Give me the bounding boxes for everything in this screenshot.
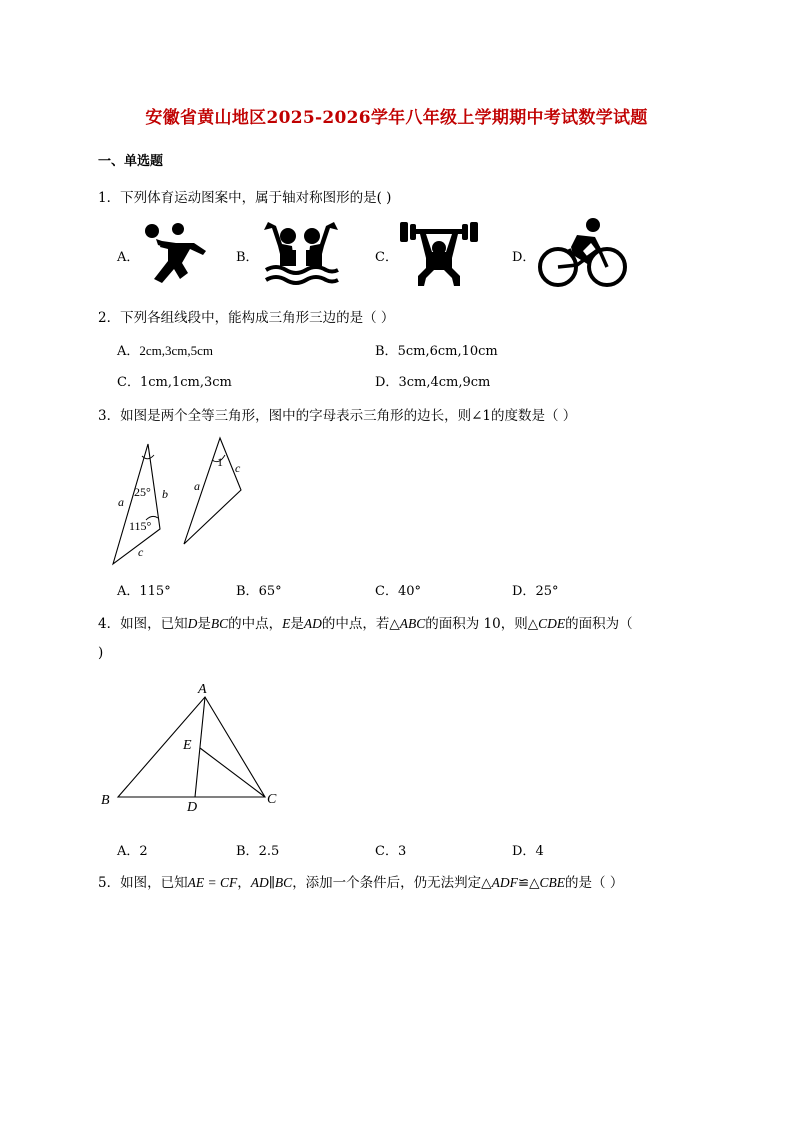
- q5-text-3: ，添加一个条件后，仍无法判定△: [292, 875, 492, 891]
- question-2-stem: 2．下列各组线段中，能构成三角形三边的是（ ）: [98, 310, 395, 326]
- q2-option-c: [117, 371, 232, 390]
- q1-option-d-label: D．: [512, 250, 536, 265]
- q3-option-c-label: C．: [375, 584, 398, 599]
- q2-option-d-text: 3cm,4cm,9cm: [398, 375, 491, 390]
- q3-side-a-right: a: [194, 479, 200, 493]
- q3-option-b-text: 65°: [258, 584, 282, 599]
- q5-text-4: 的是（ ）: [565, 875, 624, 891]
- q4-median-ad: [195, 697, 205, 797]
- q2-option-c-label: C．: [117, 375, 140, 390]
- q4-label-c: C: [267, 792, 277, 807]
- q4-text-5: 的中点，若△: [321, 616, 400, 632]
- weightlifter-icon: [398, 216, 480, 288]
- q5-congruent-symbol: ≌△: [517, 875, 540, 891]
- q3-option-a-text: 115°: [139, 584, 171, 599]
- q3-side-a-left: a: [118, 495, 124, 509]
- q5-condition-ad-parallel-bc: AD∥BC: [250, 875, 293, 890]
- q3-angle-25: 25°: [134, 485, 151, 499]
- question-5-stem: [98, 871, 623, 891]
- q3-option-a-label: A．: [117, 584, 140, 599]
- q2-option-b: [375, 340, 498, 359]
- q4-triangle-figure: [98, 676, 288, 816]
- q3-option-c-text: 40°: [397, 584, 421, 599]
- q3-right-triangle: [184, 438, 241, 544]
- section-heading: 一、单选题: [98, 154, 164, 169]
- q4-label-b: B: [101, 793, 110, 808]
- q4-label-d: D: [187, 800, 198, 815]
- q4-label-e: E: [183, 738, 192, 753]
- q3-option-b: [236, 580, 282, 599]
- q3-side-b: b: [162, 487, 168, 501]
- q5-text-1: 5．如图，已知: [98, 875, 188, 891]
- q4-point-e: E: [282, 616, 291, 631]
- q4-text-7: 的面积为（: [565, 616, 633, 632]
- question-4-stem-line2: ): [98, 645, 104, 661]
- q4-option-d: [512, 840, 544, 859]
- q4-option-d-text: 4: [535, 844, 544, 859]
- q2-option-d-label: D．: [375, 375, 399, 390]
- q2-option-d: [375, 371, 490, 390]
- q4-label-a: A: [198, 682, 207, 697]
- q4-point-d: D: [187, 616, 198, 631]
- q1-option-b-label: B．: [236, 250, 259, 265]
- q4-text-2: 是: [197, 616, 211, 632]
- synchronized-swimmers-icon: [260, 216, 342, 288]
- q2-option-c-text: 1cm,1cm,3cm: [139, 375, 232, 390]
- q4-option-b-text: 2.5: [258, 844, 280, 859]
- q5-condition-ae-cf: AE = CF: [187, 875, 238, 890]
- q4-option-a: [117, 840, 148, 859]
- q4-option-c: [375, 840, 406, 859]
- q4-text-4: 是: [290, 616, 304, 632]
- q2-option-a: [117, 340, 213, 359]
- q2-option-a-text: 2cm,3cm,5cm: [139, 343, 214, 358]
- q3-side-c-left: c: [138, 545, 144, 559]
- question-1-stem: 1．下列体育运动图案中，属于轴对称图形的是( ): [98, 190, 392, 206]
- q4-segment-ec: [200, 748, 265, 797]
- q2-option-a-label: A．: [117, 344, 140, 359]
- q4-text-3: 的中点，: [228, 616, 283, 632]
- q3-angle-115: 115°: [129, 519, 152, 533]
- q1-option-a-label: A．: [117, 250, 140, 265]
- q4-option-c-text: 3: [397, 844, 407, 859]
- q1-option-c-label: C．: [375, 250, 398, 265]
- q4-segment-ad: AD: [303, 616, 322, 631]
- q3-option-d: [512, 580, 558, 599]
- volleyball-player-icon: [140, 217, 210, 287]
- q3-option-d-text: 25°: [535, 584, 559, 599]
- q2-option-b-label: B．: [375, 344, 398, 359]
- page-title: 安徽省黄山地区2025-2026学年八年级上学期期中考试数学试题: [145, 108, 648, 128]
- q4-option-a-label: A．: [117, 844, 140, 859]
- q4-text-6: 的面积为 10，则△: [425, 616, 539, 632]
- q3-option-d-label: D．: [512, 584, 536, 599]
- q4-triangle-cde: CDE: [538, 616, 566, 631]
- q2-option-b-text: 5cm,6cm,10cm: [397, 344, 498, 359]
- q4-triangle-abc: ABC: [399, 616, 426, 631]
- q5-triangle-cbe: CBE: [539, 875, 566, 890]
- question-3-stem: 3．如图是两个全等三角形，图中的字母表示三角形的边长，则∠1的度数是（ ）: [98, 408, 577, 424]
- q4-option-a-text: 2: [139, 844, 148, 859]
- q3-option-b-label: B．: [236, 584, 259, 599]
- q4-option-c-label: C．: [375, 844, 398, 859]
- q4-option-b-label: B．: [236, 844, 259, 859]
- q4-segment-bc: BC: [210, 616, 229, 631]
- q4-text-1: 4．如图，已知: [98, 616, 188, 632]
- q3-option-c: [375, 580, 421, 599]
- q4-option-d-label: D．: [512, 844, 536, 859]
- q4-option-b: [236, 840, 279, 859]
- cyclist-icon: [537, 215, 629, 289]
- q5-text-2: ，: [237, 875, 251, 891]
- q5-triangle-adf: ADF: [491, 875, 518, 890]
- q3-congruent-triangles-figure: [108, 434, 258, 570]
- q3-option-a: [117, 580, 171, 599]
- q3-angle-1-label: 1: [217, 455, 223, 469]
- q3-side-c-right: c: [235, 461, 241, 475]
- question-4-stem: [98, 612, 633, 632]
